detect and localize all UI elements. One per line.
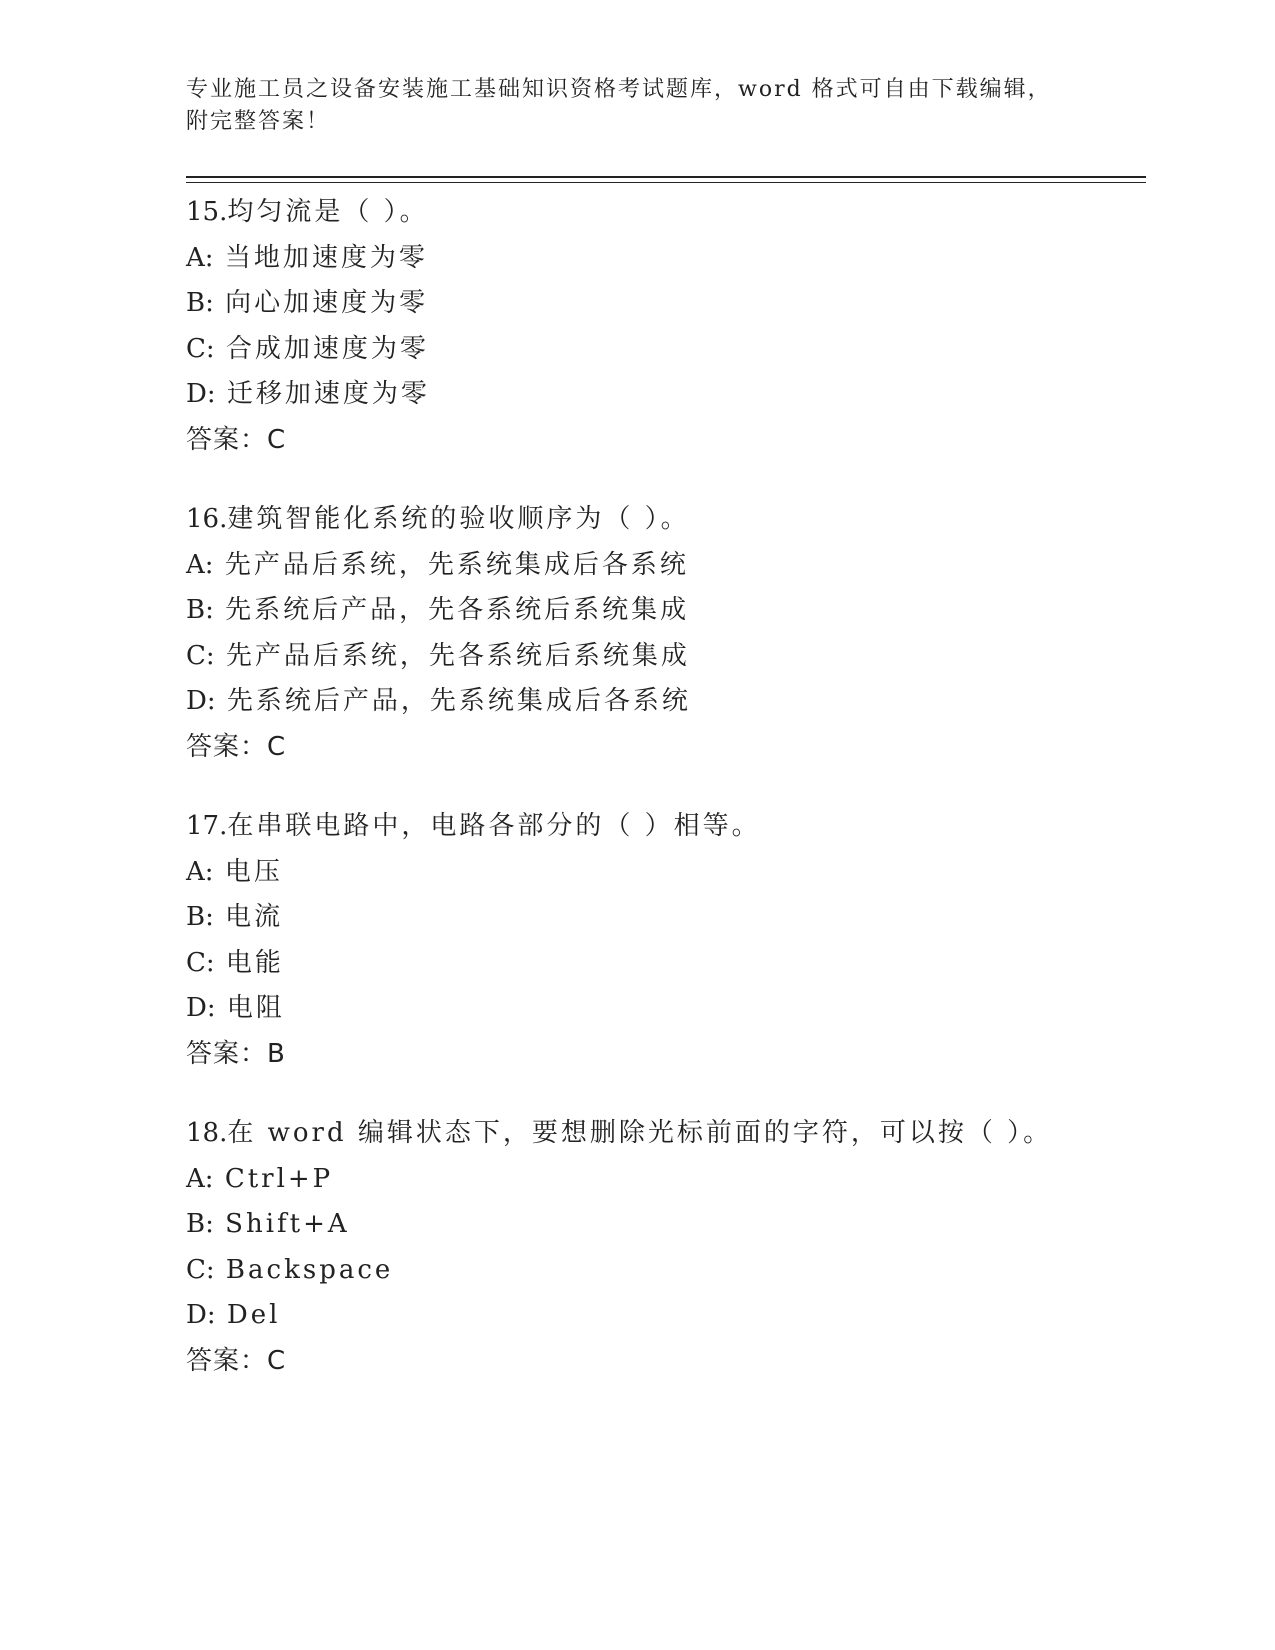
question-item [186, 497, 1186, 770]
option-b [186, 1202, 1186, 1248]
option-text: 迁移加速度为零 [226, 379, 430, 409]
option-a [186, 236, 1186, 282]
option-key: A: [186, 549, 214, 580]
answer-label: 答案： [186, 731, 268, 762]
question-item [186, 1111, 1186, 1384]
header-line-2: 附完整答案！ [186, 109, 331, 134]
option-key: C: [186, 947, 215, 978]
question-stem [186, 190, 1186, 236]
question-text: 建筑智能化系统的验收顺序为（ ）。 [227, 504, 690, 534]
question-stem [186, 497, 1186, 543]
option-key: D: [186, 686, 216, 716]
option-key: D: [186, 1300, 216, 1330]
option-a [186, 543, 1186, 589]
option-text: Del [226, 1300, 281, 1330]
answer-value: C [267, 424, 287, 455]
question-number: 18. [186, 1118, 228, 1148]
question-number: 15. [186, 197, 228, 227]
option-text: Shift+A [225, 1209, 350, 1239]
question-number: 17. [186, 811, 228, 841]
option-text: 先系统后产品，先各系统后系统集成 [225, 595, 690, 625]
option-a [186, 1157, 1186, 1203]
option-text: Backspace [225, 1254, 394, 1285]
option-b [186, 895, 1186, 941]
question-item [186, 804, 1186, 1077]
option-key: A: [186, 242, 214, 273]
option-d [186, 1293, 1186, 1339]
option-key: D: [186, 993, 216, 1023]
option-text: 合成加速度为零 [225, 333, 429, 364]
option-key: B: [186, 902, 214, 932]
question-stem [186, 804, 1186, 850]
option-text: 先产品后系统，先系统集成后各系统 [224, 549, 689, 580]
question-list [186, 190, 1186, 1418]
question-text: 在串联电路中，电路各部分的（ ）相等。 [227, 811, 761, 841]
answer-value: C [267, 1345, 287, 1376]
option-b [186, 281, 1186, 327]
option-key: C: [186, 1254, 215, 1285]
option-b [186, 588, 1186, 634]
option-key: B: [186, 595, 214, 625]
option-key: C: [186, 640, 215, 671]
option-c [186, 327, 1186, 373]
answer-label: 答案： [186, 424, 268, 455]
option-text: 当地加速度为零 [224, 242, 428, 273]
option-text: 向心加速度为零 [225, 288, 429, 318]
option-key: A: [186, 1163, 214, 1194]
option-text: 电阻 [226, 993, 285, 1023]
option-d [186, 372, 1186, 418]
header-divider-thin [186, 182, 1146, 183]
answer-value: C [267, 731, 287, 762]
option-d [186, 986, 1186, 1032]
answer-label: 答案： [186, 1345, 268, 1376]
answer-line [186, 1339, 1186, 1385]
option-key: D: [186, 379, 216, 409]
question-stem [186, 1111, 1186, 1157]
option-text: 电压 [224, 856, 283, 887]
option-text: 电流 [225, 902, 284, 932]
option-text: 电能 [225, 947, 284, 978]
option-key: A: [186, 856, 214, 887]
option-c [186, 1248, 1186, 1294]
option-c [186, 634, 1186, 680]
question-item [186, 190, 1186, 463]
answer-label: 答案： [186, 1038, 268, 1069]
option-text: 先产品后系统，先各系统后系统集成 [225, 640, 690, 671]
option-key: C: [186, 333, 215, 364]
question-text: 在 word 编辑状态下，要想删除光标前面的字符，可以按（ ）。 [227, 1118, 1053, 1148]
answer-value: B [267, 1038, 286, 1069]
option-text: 先系统后产品，先系统集成后各系统 [226, 686, 691, 716]
option-d [186, 679, 1186, 725]
answer-line [186, 1032, 1186, 1078]
document-header [186, 74, 1086, 138]
option-c [186, 941, 1186, 987]
option-a [186, 850, 1186, 896]
answer-line [186, 418, 1186, 464]
option-text: Ctrl+P [224, 1163, 334, 1194]
option-key: B: [186, 288, 214, 318]
question-number: 16. [186, 504, 228, 534]
header-line-1: 专业施工员之设备安装施工基础知识资格考试题库，word 格式可自由下载编辑， [186, 77, 1052, 102]
question-text: 均匀流是（ ）。 [227, 197, 429, 227]
header-divider-thick [186, 176, 1146, 178]
answer-line [186, 725, 1186, 771]
option-key: B: [186, 1209, 214, 1239]
